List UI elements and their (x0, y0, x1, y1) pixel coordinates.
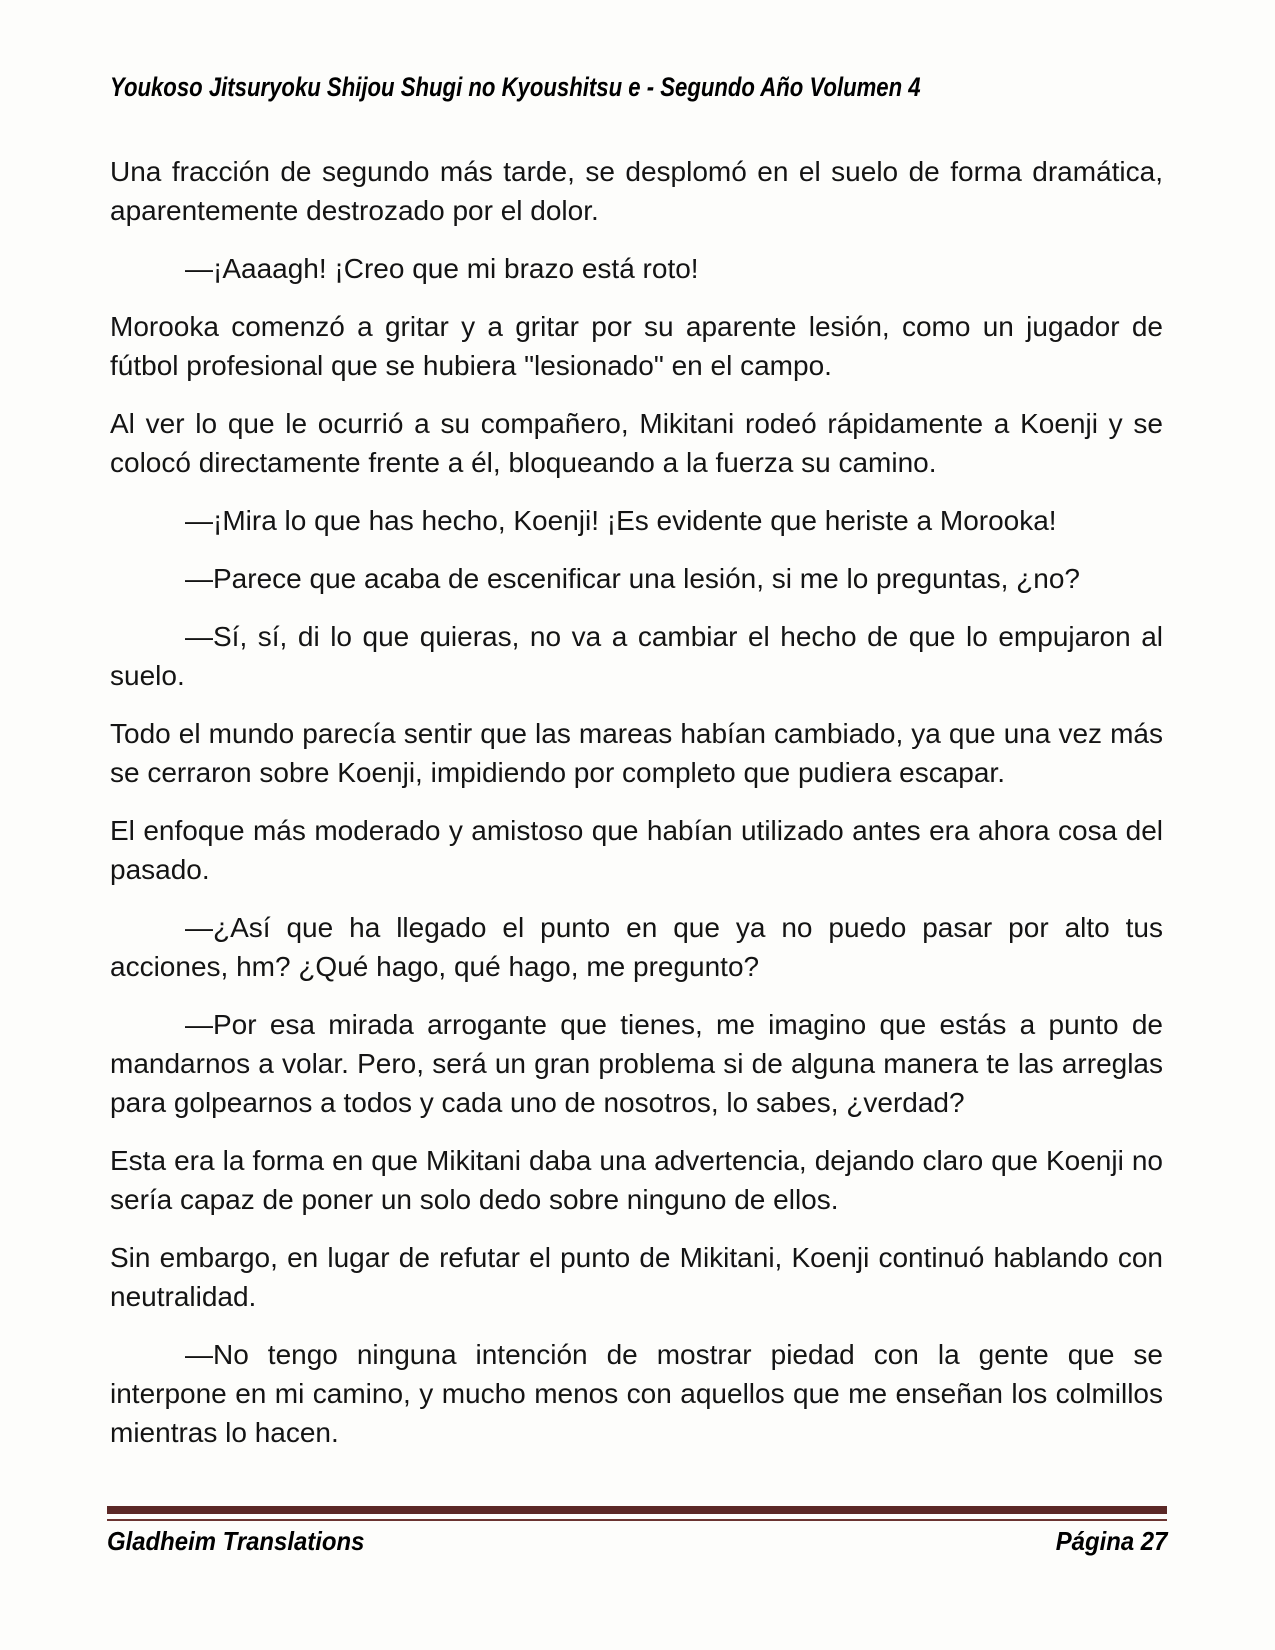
page-footer (107, 1506, 1167, 1557)
body-paragraph: Morooka comenzó a gritar y a gritar por su aparente lesión, como un jugador de fútbol profesional que se hubiera "lesionado" en el campo. (110, 311, 1163, 381)
body-paragraph: —No tengo ninguna intención de mostrar piedad con la gente que se interpone en mi camino, y mucho menos con aquellos que me enseñan los colmillos mientras lo hacen. (110, 1339, 1163, 1448)
body-paragraph: Una fracción de segundo más tarde, se desplomó en el suelo de forma dramática, aparentemente destrozado por el dolor. (110, 156, 1163, 226)
body-paragraph: —Sí, sí, di lo que quieras, no va a cambiar el hecho de que lo empujaron al suelo. (110, 621, 1163, 691)
footer-translator-name: Gladheim Translations (107, 1526, 365, 1556)
body-paragraph: Esta era la forma en que Mikitani daba una advertencia, dejando claro que Koenji no sería capaz de poner un solo dedo sobre ninguno de ellos. (110, 1145, 1163, 1215)
page-header (110, 72, 1163, 103)
footer-row (107, 1526, 1167, 1557)
body-paragraph: —¡Mira lo que has hecho, Koenji! ¡Es evidente que heriste a Morooka! (185, 505, 1057, 536)
body-paragraph: —Parece que acaba de escenificar una lesión, si me lo preguntas, ¿no? (185, 563, 1080, 594)
page-body (110, 152, 1163, 1471)
body-paragraph: Todo el mundo parecía sentir que las mareas habían cambiado, ya que una vez más se cerraron sobre Koenji, impidiendo por completo que pudiera escapar. (110, 718, 1163, 788)
body-paragraph: —¡Aaaagh! ¡Creo que mi brazo está roto! (185, 253, 699, 284)
body-paragraph: Al ver lo que le ocurrió a su compañero, Mikitani rodeó rápidamente a Koenji y se colocó directamente frente a él, bloqueando a la fuerza su camino. (110, 408, 1163, 478)
footer-rule (107, 1506, 1167, 1521)
body-paragraph: —¿Así que ha llegado el punto en que ya no puedo pasar por alto tus acciones, hm? ¿Qué hago, qué hago, me pregunto? (110, 912, 1163, 982)
body-paragraph: Sin embargo, en lugar de refutar el punto de Mikitani, Koenji continuó hablando con neutralidad. (110, 1242, 1163, 1312)
body-paragraph: —Por esa mirada arrogante que tienes, me imagino que estás a punto de mandarnos a volar. Pero, será un gran problema si de alguna manera te las arreglas para golpearnos a todos y cada uno de nosotros, lo sabes, ¿verdad? (110, 1009, 1163, 1118)
body-paragraph: El enfoque más moderado y amistoso que habían utilizado antes era ahora cosa del pasado. (110, 815, 1163, 885)
header-title: Youkoso Jitsuryoku Shijou Shugi no Kyoushitsu e - Segundo Año Volumen 4 (110, 72, 921, 102)
footer-page-number: Página 27 (1055, 1526, 1167, 1556)
